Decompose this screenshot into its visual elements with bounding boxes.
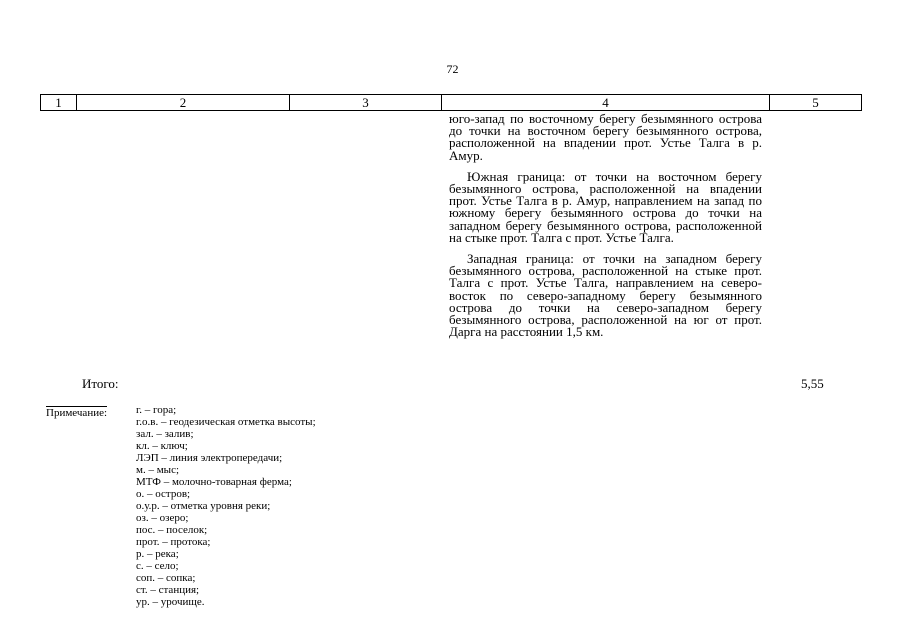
abbreviation-item: р. – река; bbox=[136, 548, 179, 560]
total-value: 5,55 bbox=[801, 376, 824, 391]
column-header-2: 2 bbox=[77, 95, 290, 111]
abbreviation-list bbox=[136, 404, 316, 608]
abbreviation-item: м. – мыс; bbox=[136, 464, 180, 476]
abbreviation-item: о. – остров; bbox=[136, 488, 191, 500]
boundary-paragraph-continued: юго-запад по восточному берегу безымянного острова до точки на восточном берегу безымянного острова, расположенной на впадении прот. Устье Талга в р. Амур. bbox=[449, 111, 762, 163]
abbreviation-item: пос. – поселок; bbox=[136, 524, 208, 536]
southern-boundary-paragraph: Южная граница: от точки на восточном берегу безымянного острова, расположенной на впадении прот. Устье Талга в р. Амур, направлением на запад по южному берегу безымянного острова до точки на западном берегу безымянного острова, расположенной на стыке прот. Талга с прот. Устье Талга. bbox=[449, 168, 762, 245]
total-label: Итого: bbox=[82, 376, 119, 391]
abbreviation-item: ЛЭП – линия электропередачи; bbox=[136, 452, 283, 464]
column-header-table bbox=[40, 94, 862, 111]
abbreviation-item: МТФ – молочно-товарная ферма; bbox=[136, 476, 292, 488]
abbreviation-item: кл. – ключ; bbox=[136, 440, 188, 452]
abbreviation-item: г. – гора; bbox=[136, 404, 177, 416]
abbreviation-item: ст. – станция; bbox=[136, 584, 200, 596]
western-boundary-paragraph: Западная граница: от точки на западном берегу безымянного острова, расположенной на стыке прот. Талга с прот. Устье Талга, направлением на северо-восток по северо-западному берегу безымянного острова до точки на северо-западном берегу безымянного острова, расположенной на юг от прот. Дарга на расстоянии 1,5 км. bbox=[449, 251, 762, 340]
column-header-1: 1 bbox=[41, 95, 77, 111]
note-label: Примечание: bbox=[46, 407, 108, 419]
abbreviation-item: ур. – урочище. bbox=[136, 596, 205, 608]
page-number: 72 bbox=[446, 62, 459, 76]
abbreviation-item: оз. – озеро; bbox=[136, 512, 189, 524]
abbreviation-item: с. – село; bbox=[136, 560, 179, 572]
column-header-row bbox=[41, 95, 862, 111]
column-header-5: 5 bbox=[770, 95, 862, 111]
abbreviation-item: г.о.в. – геодезическая отметка высоты; bbox=[136, 416, 316, 428]
abbreviation-item: соп. – сопка; bbox=[136, 572, 196, 584]
column-header-3: 3 bbox=[290, 95, 442, 111]
column-header-4: 4 bbox=[442, 95, 770, 111]
abbreviation-item: о.у.р. – отметка уровня реки; bbox=[136, 500, 271, 512]
abbreviation-item: зал. – залив; bbox=[136, 428, 194, 440]
abbreviation-item: прот. – протока; bbox=[136, 536, 211, 548]
boundary-description bbox=[449, 113, 762, 338]
